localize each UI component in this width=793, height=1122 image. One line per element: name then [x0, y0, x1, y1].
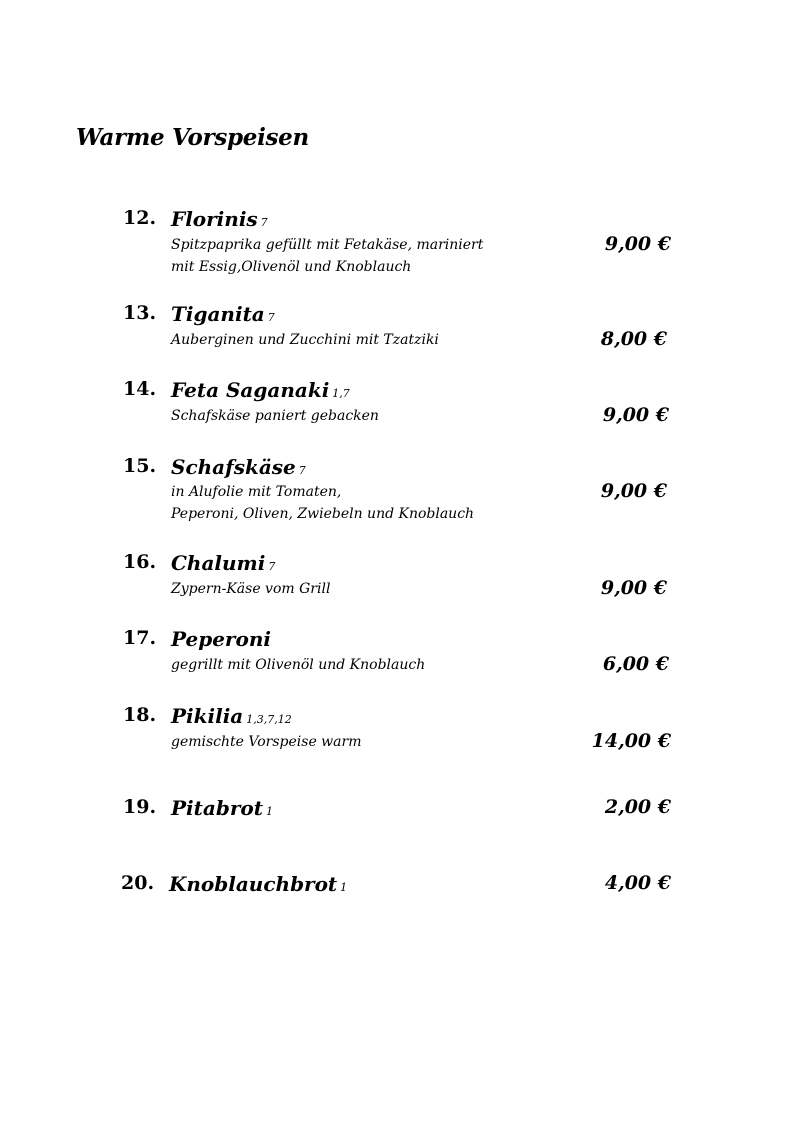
- item-allergens: 7: [260, 216, 268, 229]
- item-description-line: gegrillt mit Olivenöl und Knoblauch: [171, 657, 426, 673]
- item-price: 6,00 €: [602, 653, 669, 675]
- item-description-line: Spitzpaprika gefüllt mit Fetakäse, mariniert: [171, 237, 484, 253]
- item-price: 4,00 €: [604, 872, 671, 894]
- item-allergens: 7: [268, 560, 276, 573]
- item-description-line: Auberginen und Zucchini mit Tzatziki: [171, 332, 439, 348]
- item-name: Feta Saganaki: [171, 378, 330, 402]
- item-allergens: 1,3,7,12: [246, 713, 292, 726]
- item-name-line: [171, 627, 274, 651]
- item-number: 20.: [121, 872, 155, 894]
- item-name: Knoblauchbrot: [169, 872, 338, 896]
- item-description-line: mit Essig,Olivenöl und Knoblauch: [171, 259, 412, 275]
- item-number: 15.: [123, 455, 157, 477]
- item-name: Pikilia: [171, 704, 244, 728]
- item-name-line: [171, 796, 273, 820]
- item-name: Tiganita: [171, 302, 265, 326]
- item-price: 9,00 €: [600, 577, 667, 599]
- item-name-line: [171, 207, 268, 231]
- item-name: Pitabrot: [171, 796, 263, 820]
- item-price: 8,00 €: [600, 328, 667, 350]
- item-description-line: Zypern-Käse vom Grill: [171, 581, 331, 597]
- item-description-line: Peperoni, Oliven, Zwiebeln und Knoblauch: [171, 506, 475, 522]
- item-number: 12.: [123, 207, 157, 229]
- item-name: Florinis: [171, 207, 258, 231]
- item-number: 17.: [123, 627, 157, 649]
- item-description: [171, 234, 581, 278]
- item-price: 9,00 €: [600, 480, 667, 502]
- item-allergens: 1: [340, 881, 348, 894]
- item-name-line: [171, 455, 306, 479]
- item-description-line: in Alufolie mit Tomaten,: [171, 484, 342, 500]
- item-price: 2,00 €: [604, 796, 671, 818]
- item-description-line: Schafskäse paniert gebacken: [171, 408, 379, 424]
- item-allergens: 7: [267, 311, 275, 324]
- item-description-line: gemischte Vorspeise warm: [171, 734, 362, 750]
- item-allergens: 7: [298, 464, 306, 477]
- item-number: 14.: [123, 378, 157, 400]
- item-price: 9,00 €: [604, 233, 671, 255]
- item-description: [171, 654, 581, 676]
- item-price: 9,00 €: [602, 404, 669, 426]
- item-description: [171, 481, 581, 525]
- item-price: 14,00 €: [591, 730, 671, 752]
- item-number: 13.: [123, 302, 157, 324]
- item-number: 18.: [123, 704, 157, 726]
- item-name-line: [169, 872, 347, 896]
- item-number: 16.: [123, 551, 157, 573]
- item-description: [171, 405, 581, 427]
- item-name-line: [171, 704, 292, 728]
- item-name-line: [171, 551, 275, 575]
- section-title: Warme Vorspeisen: [76, 124, 309, 151]
- item-allergens: 1,7: [332, 387, 350, 400]
- item-name: Chalumi: [171, 551, 266, 575]
- item-name: Peperoni: [171, 627, 271, 651]
- item-number: 19.: [123, 796, 157, 818]
- item-name-line: [171, 302, 275, 326]
- item-name: Schafskäse: [171, 455, 296, 479]
- item-name-line: [171, 378, 350, 402]
- item-description: [171, 731, 581, 753]
- item-allergens: 1: [265, 805, 273, 818]
- item-description: [171, 329, 581, 351]
- item-description: [171, 578, 581, 600]
